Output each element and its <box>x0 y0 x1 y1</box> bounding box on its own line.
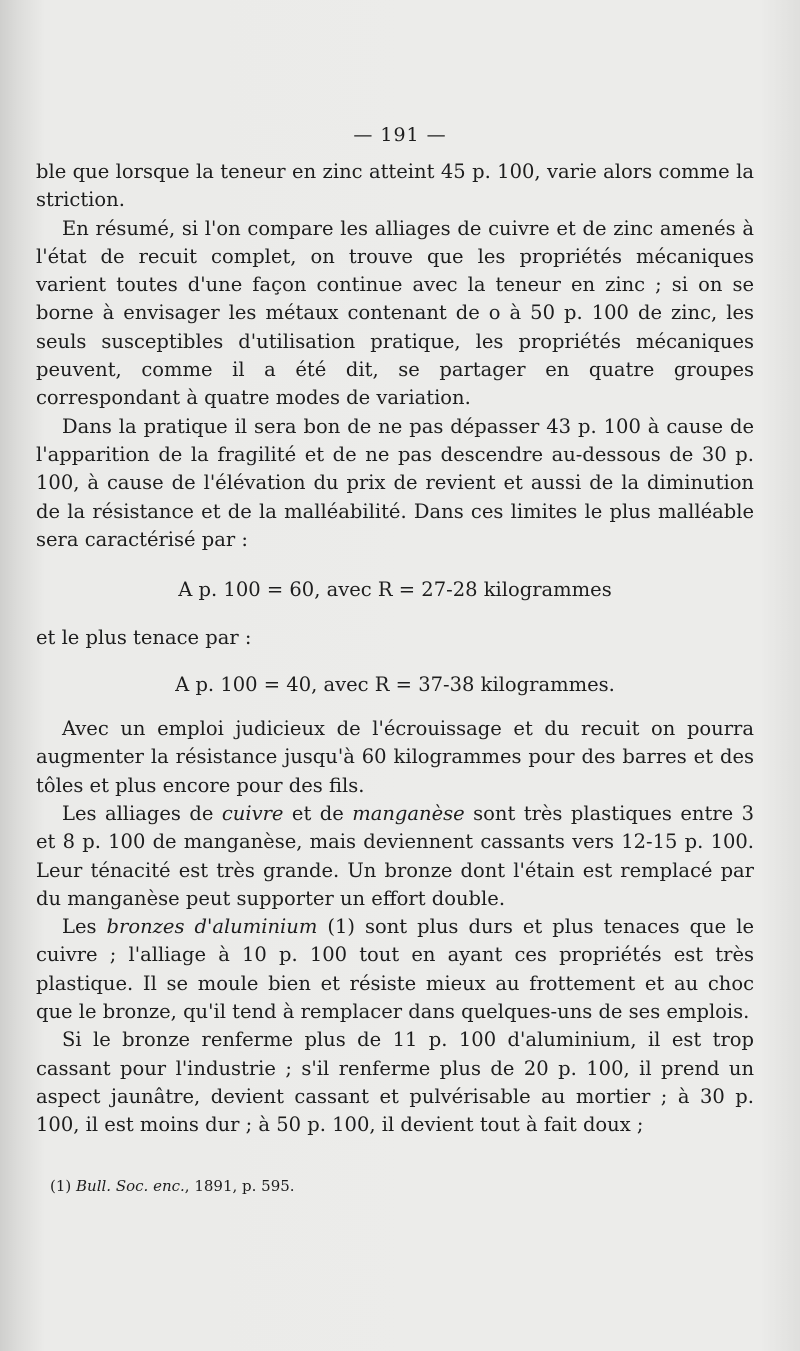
text-run: Les alliages de <box>62 801 222 825</box>
paragraph-tenace-intro: et le plus tenace par : <box>36 626 252 650</box>
footnote <box>50 1176 750 1196</box>
paragraph-manganese <box>36 800 754 913</box>
text-run: Les <box>62 915 107 939</box>
footnote-mark: (1) <box>50 1177 72 1195</box>
paragraph-bronzes-aluminium <box>36 913 754 1026</box>
text-run: et de <box>283 801 353 825</box>
paragraph-resume: En résumé, si l'on compare les alliages de cuivre et de zinc amenés à l'état de recuit complet, on trouve que les propriétés mécaniques varient toutes d'une façon continue avec la teneur en zinc ; si on se borne à envisager les métaux contenant de o à 50 p. 100 de zinc, les seuls susceptibles d'utilisation pratique, les propriétés mécaniques peuvent, comme il a été dit, se partager en quatre groupes correspondant à quatre modes de variation. <box>36 216 754 410</box>
paragraph-aluminium-limits: Si le bronze renferme plus de 11 p. 100 d'aluminium, il est trop cassant pour l'industrie ; s'il renferme plus de 20 p. 100, il prend un aspect jaunâtre, devient cassant et pulvérisable au mortier ; à 30 p. 100, il est moins dur ; à 50 p. 100, il devient tout à fait doux ; <box>36 1028 754 1137</box>
footnote-rest: , 1891, p. 595. <box>184 1177 295 1195</box>
footnote-source: Bull. Soc. enc. <box>76 1177 185 1195</box>
italic-term: bronzes d'aluminium <box>106 915 318 939</box>
paragraph-pratique: Dans la pratique il sera bon de ne pas dépasser 43 p. 100 à cause de l'apparition de la fragilité et de ne pas descendre au-dessous de 30 p. 100, à cause de l'élévation du prix de revient et aussi de la diminution de la résistance et de la malléabilité. Dans ces limites le plus malléable sera caractérisé par : <box>36 414 754 551</box>
page-number: — 191 — <box>353 124 447 146</box>
italic-term: cuivre <box>221 801 284 825</box>
text-run: (1) sont plus durs et plus tenaces que le cuivre ; l'alliage à 10 p. 100 tout en ayant ces propriétés est très plastique. Il se moule bien et résiste mieux au frottement et au choc que le bronze, qu'il tend à remplacer dans quelques-uns de ses emplois. <box>36 915 754 1024</box>
formula-malleable: A p. 100 = 60, avec R = 27-28 kilogrammes <box>178 578 612 602</box>
text-run: sont très plastiques entre 3 et 8 p. 100 de manganèse, mais deviennent cassants vers 12-15 p. 100. Leur ténacité est très grande. Un bronze dont l'étain est remplacé par du manganèse peut supporter un effort double. <box>36 801 755 910</box>
formula-tenace: A p. 100 = 40, avec R = 37-38 kilogrammes. <box>175 672 615 696</box>
italic-term: manganèse <box>352 801 465 825</box>
paragraph-continuation: ble que lorsque la teneur en zinc atteint 45 p. 100, varie alors comme la striction. <box>36 160 754 212</box>
body-text <box>36 158 754 1140</box>
paragraph-ecrouissage: Avec un emploi judicieux de l'écrouissage et du recuit on pourra augmenter la résistance jusqu'à 60 kilogrammes pour des barres et des tôles et plus encore pour des fils. <box>36 717 754 797</box>
